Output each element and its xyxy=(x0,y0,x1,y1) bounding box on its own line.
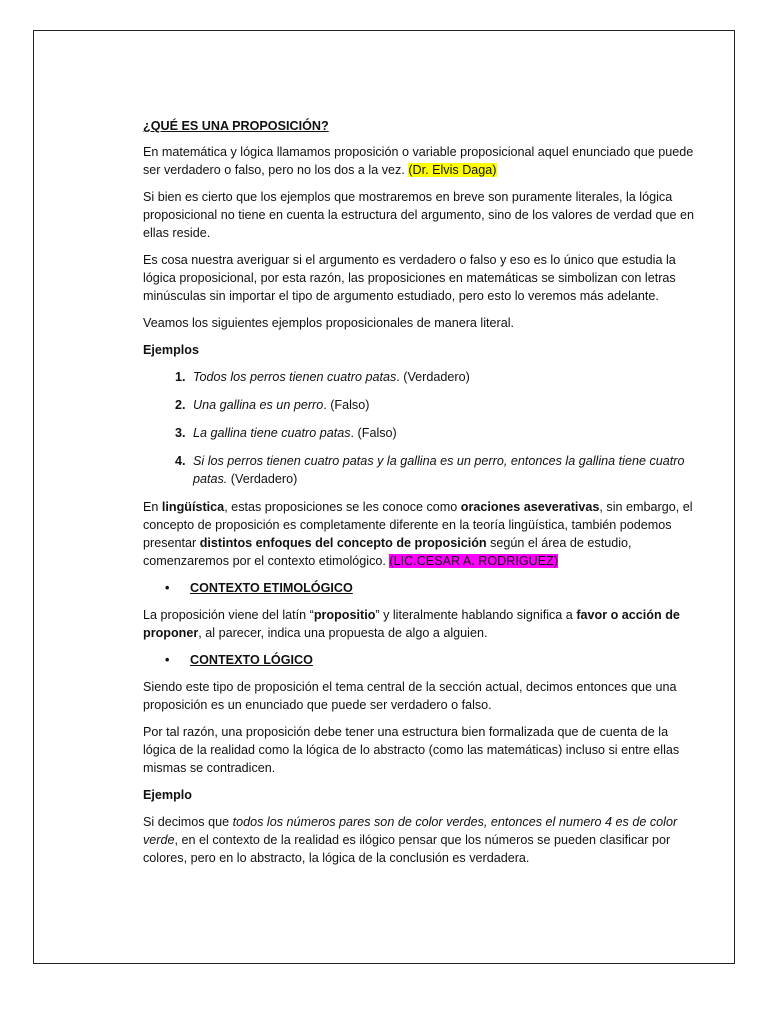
example-heading: Ejemplo xyxy=(143,788,192,802)
citation-elvis-daga: (Dr. Elvis Daga) xyxy=(408,163,497,177)
definition-text: En matemática y lógica llamamos proposición o variable proposicional aquel enunciado que puede ser verdadero o falso, pero no los dos a la vez. xyxy=(143,145,694,177)
term-oraciones-aseverativas: oraciones aseverativas xyxy=(460,500,600,514)
paragraph-etymology: La proposición viene del latín “propositio” y literalmente hablando significa a favor o acción de proponer, al parecer, indica una propuesta de algo a alguien. xyxy=(143,608,680,640)
paragraph-example: Si decimos que todos los números pares son de color verdes, entonces el numero 4 es de color verde, en el contexto de la realidad es ilógico pensar que los números se pueden clasificar por colores, pero en lo abstracto, la lógica de la conclusión es verdadera. xyxy=(143,815,678,865)
paragraph-literal-examples-note: Si bien es cierto que los ejemplos que mostraremos en breve son puramente literales, la lógica proposicional no tiene en cuenta la estructura del argumento, sino de los valores de verdad que en ellas reside. xyxy=(143,190,694,240)
paragraph-structure: Por tal razón, una proposición debe tener una estructura bien formalizada que de cuenta de la lógica de la realidad como la lógica de lo abstracto (como las matemáticas) incluso si entre ellas mismas se contradicen. xyxy=(143,725,680,775)
section-list-etimologico xyxy=(143,579,698,597)
examples-list xyxy=(143,368,698,488)
paragraph-definition xyxy=(143,143,698,179)
page-title: ¿QUÉ ES UNA PROPOSICIÓN? xyxy=(143,119,329,133)
example-truth-value: Verdadero xyxy=(407,370,466,384)
example-italic-statement: todos los números pares son de color verdes, entonces el numero 4 es de color verde xyxy=(143,815,678,847)
example-item: 1. Todos los perros tienen cuatro patas. (Verdadero) xyxy=(189,368,698,386)
paragraph-linguistics: En lingüística, estas proposiciones se les conoce como oraciones aseverativas, sin embargo, el concepto de proposición es completamente diferente en la teoría lingüística, también podemos presentar distintos enfoques del concepto de proposición según el área de estudio, comenzaremos por el contexto etimológico. (LIC.CESAR A. RODRIGUEZ) xyxy=(143,500,693,568)
citation-cesar-rodriguez: (LIC.CESAR A. RODRIGUEZ) xyxy=(389,554,559,568)
example-truth-value: Falso xyxy=(361,426,393,440)
example-item: 3. La gallina tiene cuatro patas. (Falso) xyxy=(189,424,698,442)
document-body xyxy=(143,117,698,876)
section-heading-etimologico: • CONTEXTO ETIMOLÓGICO xyxy=(165,581,353,595)
example-item: 2. Una gallina es un perro. (Falso) xyxy=(189,396,698,414)
example-statement: Si los perros tienen cuatro patas y la gallina es un perro, entonces la gallina tiene cuatro patas. xyxy=(193,454,685,486)
paragraph-truth-values: Es cosa nuestra averiguar si el argumento es verdadero o falso y eso es lo único que estudia la lógica proposicional, por esta razón, las proposiciones en matemáticas se simbolizan con letras minúsculas sin importar el tipo de argumento estudiado, pero esto lo veremos más adelante. xyxy=(143,253,676,303)
section-list-logico xyxy=(143,651,698,669)
example-truth-value: Verdadero xyxy=(235,472,294,486)
term-linguistica: lingüística xyxy=(161,500,225,514)
section-heading-logico: • CONTEXTO LÓGICO xyxy=(165,653,313,667)
paragraph-examples-intro: Veamos los siguientes ejemplos proposicionales de manera literal. xyxy=(143,316,515,330)
example-statement: Una gallina es un perro xyxy=(193,398,324,412)
term-distintos-enfoques: distintos enfoques del concepto de proposición xyxy=(199,536,487,550)
term-favor-accion: favor o acción de proponer xyxy=(143,608,680,640)
example-truth-value: Falso xyxy=(334,398,366,412)
examples-heading: Ejemplos xyxy=(143,343,199,357)
example-statement: La gallina tiene cuatro patas xyxy=(193,426,351,440)
example-statement: Todos los perros tienen cuatro patas xyxy=(193,370,397,384)
paragraph-logic-context: Siendo este tipo de proposición el tema central de la sección actual, decimos entonces que una proposición es un enunciado que puede ser verdadero o falso. xyxy=(143,680,677,712)
bullet-icon: • xyxy=(165,653,170,667)
example-item: 4. Si los perros tienen cuatro patas y la gallina es un perro, entonces la gallina tiene cuatro patas. (Verdadero) xyxy=(189,452,698,488)
document-page xyxy=(33,30,735,964)
term-propositio: propositio xyxy=(313,608,376,622)
bullet-icon: • xyxy=(165,581,170,595)
